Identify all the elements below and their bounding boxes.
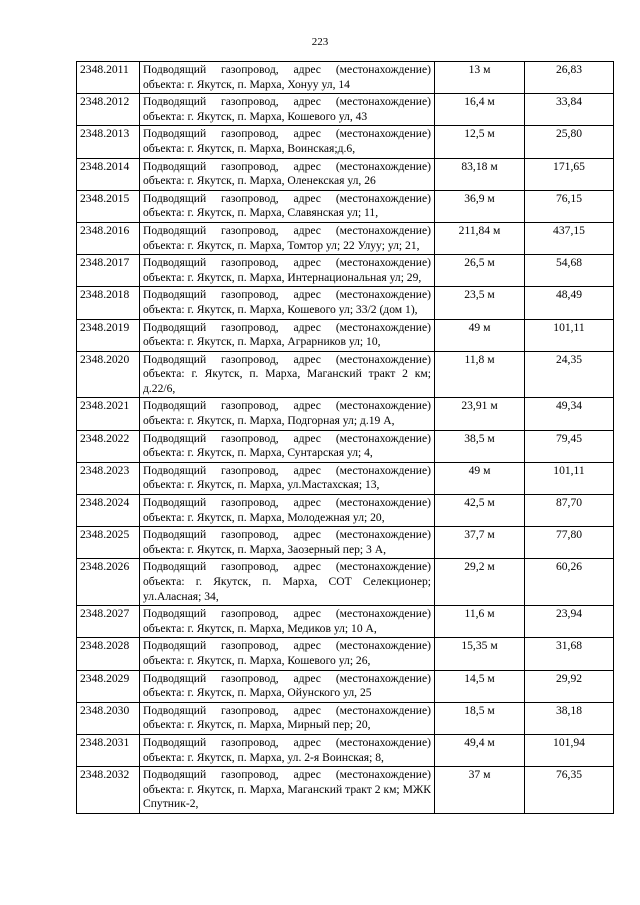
table-row	[77, 559, 614, 606]
registry-table	[76, 61, 614, 814]
table-row	[77, 158, 614, 190]
row-length-cell: 18,5 м	[435, 702, 525, 734]
table-row	[77, 62, 614, 94]
table-row	[77, 190, 614, 222]
row-length-cell: 23,91 м	[435, 398, 525, 430]
table-row	[77, 670, 614, 702]
table-row	[77, 495, 614, 527]
table-row	[77, 767, 614, 814]
row-description-cell: Подводящий газопровод, адрес (местонахождение) объекта: г. Якутск, п. Марха, Подгорная ул; д.19 А,	[140, 398, 435, 430]
row-description-cell: Подводящий газопровод, адрес (местонахождение) объекта: г. Якутск, п. Марха, Славянская ул; 11,	[140, 190, 435, 222]
row-description-cell: Подводящий газопровод, адрес (местонахождение) объекта: г. Якутск, п. Марха, Кошевого ул; 26,	[140, 638, 435, 670]
table-row	[77, 462, 614, 494]
row-value-cell: 25,80	[525, 126, 614, 158]
row-id-cell: 2348.2025	[77, 527, 140, 559]
row-length-cell: 15,35 м	[435, 638, 525, 670]
row-description-cell: Подводящий газопровод, адрес (местонахождение) объекта: г. Якутск, п. Марха, Аграрников ул; 10,	[140, 319, 435, 351]
row-description-cell: Подводящий газопровод, адрес (местонахождение) объекта: г. Якутск, п. Марха, Ойунского ул, 25	[140, 670, 435, 702]
row-description-cell: Подводящий газопровод, адрес (местонахождение) объекта: г. Якутск, п. Марха, Маганский тракт 2 км; МЖК Спутник-2,	[140, 767, 435, 814]
row-value-cell: 49,34	[525, 398, 614, 430]
row-length-cell: 49,4 м	[435, 734, 525, 766]
row-description-cell: Подводящий газопровод, адрес (местонахождение) объекта: г. Якутск, п. Марха, Заозерный пер; 3 А,	[140, 527, 435, 559]
row-value-cell: 48,49	[525, 287, 614, 319]
row-length-cell: 37 м	[435, 767, 525, 814]
row-id-cell: 2348.2017	[77, 255, 140, 287]
table-row	[77, 702, 614, 734]
row-length-cell: 26,5 м	[435, 255, 525, 287]
row-id-cell: 2348.2015	[77, 190, 140, 222]
row-length-cell: 12,5 м	[435, 126, 525, 158]
registry-table-body	[77, 62, 614, 814]
row-value-cell: 76,35	[525, 767, 614, 814]
row-length-cell: 14,5 м	[435, 670, 525, 702]
row-value-cell: 77,80	[525, 527, 614, 559]
row-id-cell: 2348.2028	[77, 638, 140, 670]
table-row	[77, 222, 614, 254]
row-length-cell: 23,5 м	[435, 287, 525, 319]
row-value-cell: 101,11	[525, 462, 614, 494]
row-length-cell: 11,8 м	[435, 351, 525, 398]
row-description-cell: Подводящий газопровод, адрес (местонахождение) объекта: г. Якутск, п. Марха, Кошевого ул; 33/2 (дом 1),	[140, 287, 435, 319]
row-id-cell: 2348.2024	[77, 495, 140, 527]
row-description-cell: Подводящий газопровод, адрес (местонахождение) объекта: г. Якутск, п. Марха, Оленекская ул, 26	[140, 158, 435, 190]
row-value-cell: 171,65	[525, 158, 614, 190]
row-length-cell: 42,5 м	[435, 495, 525, 527]
row-description-cell: Подводящий газопровод, адрес (местонахождение) объекта: г. Якутск, п. Марха, Интернациональная ул; 29,	[140, 255, 435, 287]
table-row	[77, 319, 614, 351]
table-row	[77, 638, 614, 670]
row-id-cell: 2348.2020	[77, 351, 140, 398]
row-value-cell: 101,94	[525, 734, 614, 766]
row-length-cell: 211,84 м	[435, 222, 525, 254]
row-value-cell: 54,68	[525, 255, 614, 287]
row-id-cell: 2348.2012	[77, 94, 140, 126]
row-id-cell: 2348.2013	[77, 126, 140, 158]
table-row	[77, 351, 614, 398]
row-length-cell: 36,9 м	[435, 190, 525, 222]
row-id-cell: 2348.2031	[77, 734, 140, 766]
row-description-cell: Подводящий газопровод, адрес (местонахождение) объекта: г. Якутск, п. Марха, СОТ Селекционер; ул.Аласная; 34,	[140, 559, 435, 606]
row-id-cell: 2348.2029	[77, 670, 140, 702]
row-id-cell: 2348.2026	[77, 559, 140, 606]
row-value-cell: 60,26	[525, 559, 614, 606]
table-row	[77, 255, 614, 287]
row-id-cell: 2348.2023	[77, 462, 140, 494]
row-length-cell: 83,18 м	[435, 158, 525, 190]
row-length-cell: 29,2 м	[435, 559, 525, 606]
row-length-cell: 16,4 м	[435, 94, 525, 126]
row-description-cell: Подводящий газопровод, адрес (местонахождение) объекта: г. Якутск, п. Марха, ул.Мастахская; 13,	[140, 462, 435, 494]
table-row	[77, 606, 614, 638]
row-id-cell: 2348.2019	[77, 319, 140, 351]
row-description-cell: Подводящий газопровод, адрес (местонахождение) объекта: г. Якутск, п. Марха, Кошевого ул, 43	[140, 94, 435, 126]
row-length-cell: 38,5 м	[435, 430, 525, 462]
row-value-cell: 79,45	[525, 430, 614, 462]
row-id-cell: 2348.2022	[77, 430, 140, 462]
row-value-cell: 101,11	[525, 319, 614, 351]
row-description-cell: Подводящий газопровод, адрес (местонахождение) объекта: г. Якутск, п. Марха, Сунтарская ул; 4,	[140, 430, 435, 462]
row-value-cell: 23,94	[525, 606, 614, 638]
row-id-cell: 2348.2011	[77, 62, 140, 94]
row-value-cell: 437,15	[525, 222, 614, 254]
row-length-cell: 49 м	[435, 319, 525, 351]
table-row	[77, 94, 614, 126]
row-description-cell: Подводящий газопровод, адрес (местонахождение) объекта: г. Якутск, п. Марха, Молодежная ул; 20,	[140, 495, 435, 527]
row-description-cell: Подводящий газопровод, адрес (местонахождение) объекта: г. Якутск, п. Марха, Хонуу ул, 14	[140, 62, 435, 94]
row-value-cell: 26,83	[525, 62, 614, 94]
row-description-cell: Подводящий газопровод, адрес (местонахождение) объекта: г. Якутск, п. Марха, Медиков ул; 10 А,	[140, 606, 435, 638]
row-id-cell: 2348.2014	[77, 158, 140, 190]
row-description-cell: Подводящий газопровод, адрес (местонахождение) объекта: г. Якутск, п. Марха, Томтор ул; 22 Улуу; ул; 21,	[140, 222, 435, 254]
row-length-cell: 49 м	[435, 462, 525, 494]
row-id-cell: 2348.2016	[77, 222, 140, 254]
row-value-cell: 38,18	[525, 702, 614, 734]
row-description-cell: Подводящий газопровод, адрес (местонахождение) объекта: г. Якутск, п. Марха, ул. 2-я Воинская; 8,	[140, 734, 435, 766]
row-id-cell: 2348.2021	[77, 398, 140, 430]
row-description-cell: Подводящий газопровод, адрес (местонахождение) объекта: г. Якутск, п. Марха, Воинская;д.6,	[140, 126, 435, 158]
table-row	[77, 398, 614, 430]
row-value-cell: 76,15	[525, 190, 614, 222]
table-row	[77, 527, 614, 559]
row-value-cell: 33,84	[525, 94, 614, 126]
table-row	[77, 126, 614, 158]
row-length-cell: 11,6 м	[435, 606, 525, 638]
row-length-cell: 13 м	[435, 62, 525, 94]
table-row	[77, 734, 614, 766]
row-value-cell: 24,35	[525, 351, 614, 398]
table-row	[77, 287, 614, 319]
row-id-cell: 2348.2030	[77, 702, 140, 734]
row-description-cell: Подводящий газопровод, адрес (местонахождение) объекта: г. Якутск, п. Марха, Мирный пер; 20,	[140, 702, 435, 734]
table-row	[77, 430, 614, 462]
row-value-cell: 31,68	[525, 638, 614, 670]
row-length-cell: 37,7 м	[435, 527, 525, 559]
row-value-cell: 29,92	[525, 670, 614, 702]
row-id-cell: 2348.2018	[77, 287, 140, 319]
row-id-cell: 2348.2032	[77, 767, 140, 814]
row-id-cell: 2348.2027	[77, 606, 140, 638]
row-description-cell: Подводящий газопровод, адрес (местонахождение) объекта: г. Якутск, п. Марха, Маганский тракт 2 км; д.22/6,	[140, 351, 435, 398]
page-number: 223	[311, 36, 329, 48]
row-value-cell: 87,70	[525, 495, 614, 527]
